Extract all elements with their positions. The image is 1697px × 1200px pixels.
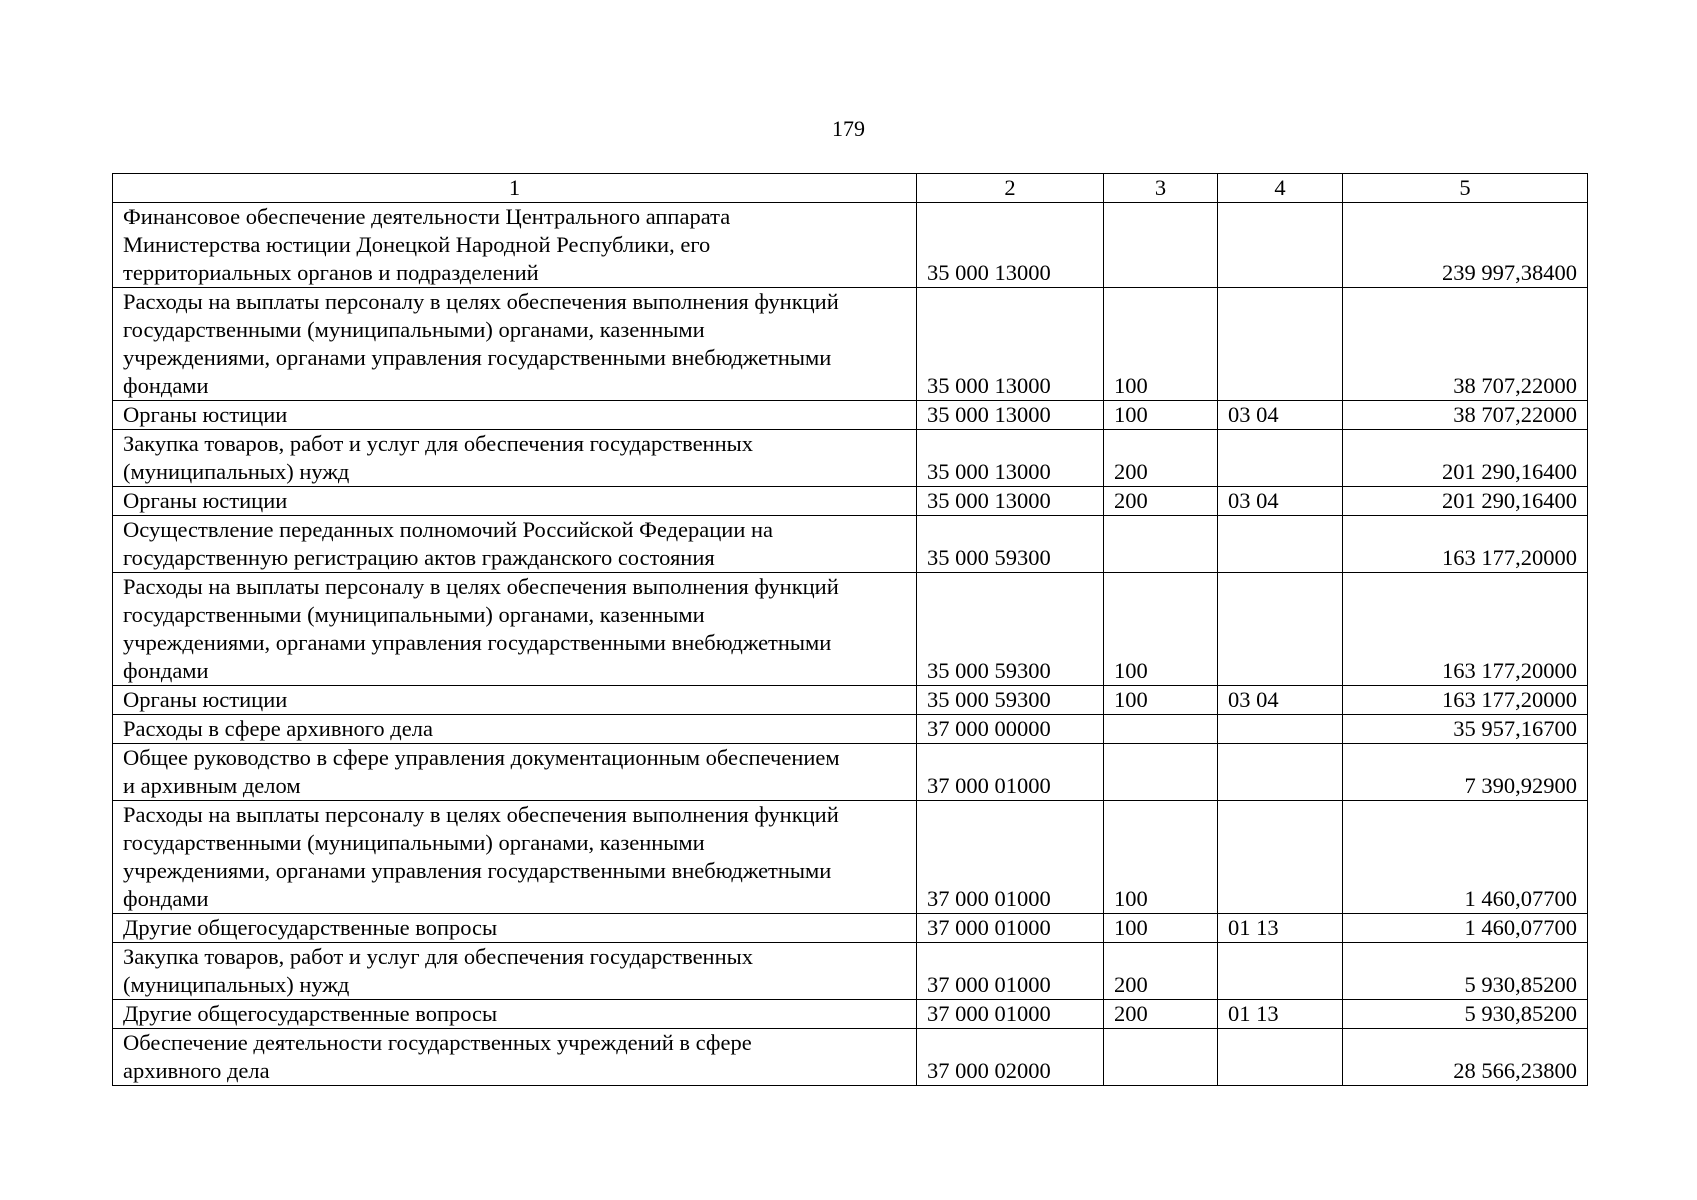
table-row <box>113 430 1588 487</box>
table-row <box>113 801 1588 914</box>
row-name-cell <box>113 288 917 401</box>
row-name-line: Расходы на выплаты персоналу в целях обеспечения выполнения функций <box>123 574 839 599</box>
row-name-line: государственную регистрацию актов гражданского состояния <box>123 545 715 570</box>
row-expense-type <box>1104 203 1218 288</box>
row-expense-type <box>1104 715 1218 744</box>
table-row <box>113 715 1588 744</box>
row-section-code <box>1218 744 1343 801</box>
row-target-code: 37 000 02000 <box>917 1029 1104 1086</box>
row-amount: 239 997,38400 <box>1343 203 1588 288</box>
row-name-cell <box>113 401 917 430</box>
row-expense-type: 100 <box>1104 288 1218 401</box>
table-row <box>113 686 1588 715</box>
row-name-line: Расходы в сфере архивного дела <box>123 716 433 741</box>
row-section-code: 03 04 <box>1218 686 1343 715</box>
row-name-cell <box>113 430 917 487</box>
row-expense-type <box>1104 744 1218 801</box>
row-section-code <box>1218 1029 1343 1086</box>
row-target-code: 37 000 01000 <box>917 744 1104 801</box>
row-name-cell <box>113 573 917 686</box>
row-target-code: 35 000 59300 <box>917 516 1104 573</box>
row-name-line: Органы юстиции <box>123 687 288 712</box>
row-name-line: архивного дела <box>123 1058 270 1083</box>
row-section-code <box>1218 288 1343 401</box>
row-expense-type <box>1104 516 1218 573</box>
row-target-code: 37 000 01000 <box>917 943 1104 1000</box>
row-target-code: 35 000 59300 <box>917 573 1104 686</box>
row-name-line: Органы юстиции <box>123 402 288 427</box>
row-section-code: 01 13 <box>1218 1000 1343 1029</box>
row-name-line: учреждениями, органами управления государственными внебюджетными <box>123 630 832 655</box>
row-amount: 1 460,07700 <box>1343 801 1588 914</box>
row-target-code: 35 000 13000 <box>917 288 1104 401</box>
row-expense-type: 100 <box>1104 686 1218 715</box>
table-row <box>113 1000 1588 1029</box>
row-expense-type: 100 <box>1104 801 1218 914</box>
row-expense-type <box>1104 1029 1218 1086</box>
table-row <box>113 744 1588 801</box>
table-body <box>113 203 1588 1086</box>
row-name-line: учреждениями, органами управления государственными внебюджетными <box>123 858 832 883</box>
row-name-line: Министерства юстиции Донецкой Народной Республики, его <box>123 232 711 257</box>
row-target-code: 37 000 01000 <box>917 801 1104 914</box>
row-name-line: (муниципальных) нужд <box>123 459 350 484</box>
row-target-code: 35 000 13000 <box>917 430 1104 487</box>
row-expense-type: 200 <box>1104 1000 1218 1029</box>
row-name-line: Другие общегосударственные вопросы <box>123 915 498 940</box>
table-row <box>113 203 1588 288</box>
row-amount: 201 290,16400 <box>1343 487 1588 516</box>
table-row <box>113 288 1588 401</box>
table-row <box>113 573 1588 686</box>
row-name-line: Общее руководство в сфере управления документационным обеспечением <box>123 745 840 770</box>
row-name-line: государственными (муниципальными) органами, казенными <box>123 602 705 627</box>
row-name-line: Другие общегосударственные вопросы <box>123 1001 498 1026</box>
row-name-line: фондами <box>123 373 209 398</box>
row-name-line: территориальных органов и подразделений <box>123 260 539 285</box>
row-name-line: Закупка товаров, работ и услуг для обеспечения государственных <box>123 431 754 456</box>
row-name-cell <box>113 943 917 1000</box>
row-target-code: 35 000 13000 <box>917 401 1104 430</box>
row-amount: 163 177,20000 <box>1343 573 1588 686</box>
row-section-code <box>1218 430 1343 487</box>
table-row <box>113 516 1588 573</box>
row-section-code: 03 04 <box>1218 487 1343 516</box>
row-section-code <box>1218 203 1343 288</box>
row-amount: 163 177,20000 <box>1343 516 1588 573</box>
row-amount: 163 177,20000 <box>1343 686 1588 715</box>
table-row <box>113 487 1588 516</box>
page-number: 179 <box>832 116 865 141</box>
row-section-code: 03 04 <box>1218 401 1343 430</box>
header-col-3: 3 <box>1104 174 1218 203</box>
row-amount: 201 290,16400 <box>1343 430 1588 487</box>
row-amount: 38 707,22000 <box>1343 288 1588 401</box>
row-section-code: 01 13 <box>1218 914 1343 943</box>
row-name-line: и архивным делом <box>123 773 301 798</box>
row-name-line: государственными (муниципальными) органами, казенными <box>123 830 705 855</box>
row-name-cell <box>113 487 917 516</box>
row-name-line: Закупка товаров, работ и услуг для обеспечения государственных <box>123 944 754 969</box>
row-name-cell <box>113 1000 917 1029</box>
header-col-1: 1 <box>113 174 917 203</box>
row-name-cell <box>113 715 917 744</box>
row-name-cell <box>113 1029 917 1086</box>
row-section-code <box>1218 516 1343 573</box>
row-name-line: Обеспечение деятельности государственных учреждений в сфере <box>123 1030 752 1055</box>
row-amount: 38 707,22000 <box>1343 401 1588 430</box>
row-name-cell <box>113 203 917 288</box>
header-col-4: 4 <box>1218 174 1343 203</box>
row-expense-type: 200 <box>1104 430 1218 487</box>
table-row <box>113 401 1588 430</box>
row-amount: 7 390,92900 <box>1343 744 1588 801</box>
row-section-code <box>1218 943 1343 1000</box>
row-section-code <box>1218 801 1343 914</box>
row-name-cell <box>113 914 917 943</box>
row-expense-type: 200 <box>1104 487 1218 516</box>
row-name-line: Расходы на выплаты персоналу в целях обеспечения выполнения функций <box>123 802 839 827</box>
row-target-code: 37 000 01000 <box>917 914 1104 943</box>
row-target-code: 37 000 01000 <box>917 1000 1104 1029</box>
row-name-line: Органы юстиции <box>123 488 288 513</box>
table-row <box>113 1029 1588 1086</box>
row-target-code: 35 000 13000 <box>917 203 1104 288</box>
row-name-cell <box>113 744 917 801</box>
row-amount: 28 566,23800 <box>1343 1029 1588 1086</box>
row-section-code <box>1218 715 1343 744</box>
header-col-2: 2 <box>917 174 1104 203</box>
table-header-row <box>113 174 1588 203</box>
table-row <box>113 943 1588 1000</box>
row-name-cell <box>113 516 917 573</box>
row-name-line: учреждениями, органами управления государственными внебюджетными <box>123 345 832 370</box>
row-amount: 35 957,16700 <box>1343 715 1588 744</box>
row-expense-type: 100 <box>1104 401 1218 430</box>
row-amount: 5 930,85200 <box>1343 1000 1588 1029</box>
row-name-line: государственными (муниципальными) органами, казенными <box>123 317 705 342</box>
row-name-line: фондами <box>123 658 209 683</box>
row-amount: 1 460,07700 <box>1343 914 1588 943</box>
table-row <box>113 914 1588 943</box>
row-name-line: Расходы на выплаты персоналу в целях обеспечения выполнения функций <box>123 289 839 314</box>
row-expense-type: 200 <box>1104 943 1218 1000</box>
row-expense-type: 100 <box>1104 914 1218 943</box>
row-name-line: Осуществление переданных полномочий Российской Федерации на <box>123 517 774 542</box>
row-name-cell <box>113 686 917 715</box>
row-expense-type: 100 <box>1104 573 1218 686</box>
row-target-code: 37 000 00000 <box>917 715 1104 744</box>
row-target-code: 35 000 59300 <box>917 686 1104 715</box>
row-amount: 5 930,85200 <box>1343 943 1588 1000</box>
budget-table <box>112 173 1588 1086</box>
header-col-5: 5 <box>1343 174 1588 203</box>
row-target-code: 35 000 13000 <box>917 487 1104 516</box>
row-name-line: (муниципальных) нужд <box>123 972 350 997</box>
row-section-code <box>1218 573 1343 686</box>
row-name-line: Финансовое обеспечение деятельности Центрального аппарата <box>123 204 731 229</box>
row-name-line: фондами <box>123 886 209 911</box>
row-name-cell <box>113 801 917 914</box>
